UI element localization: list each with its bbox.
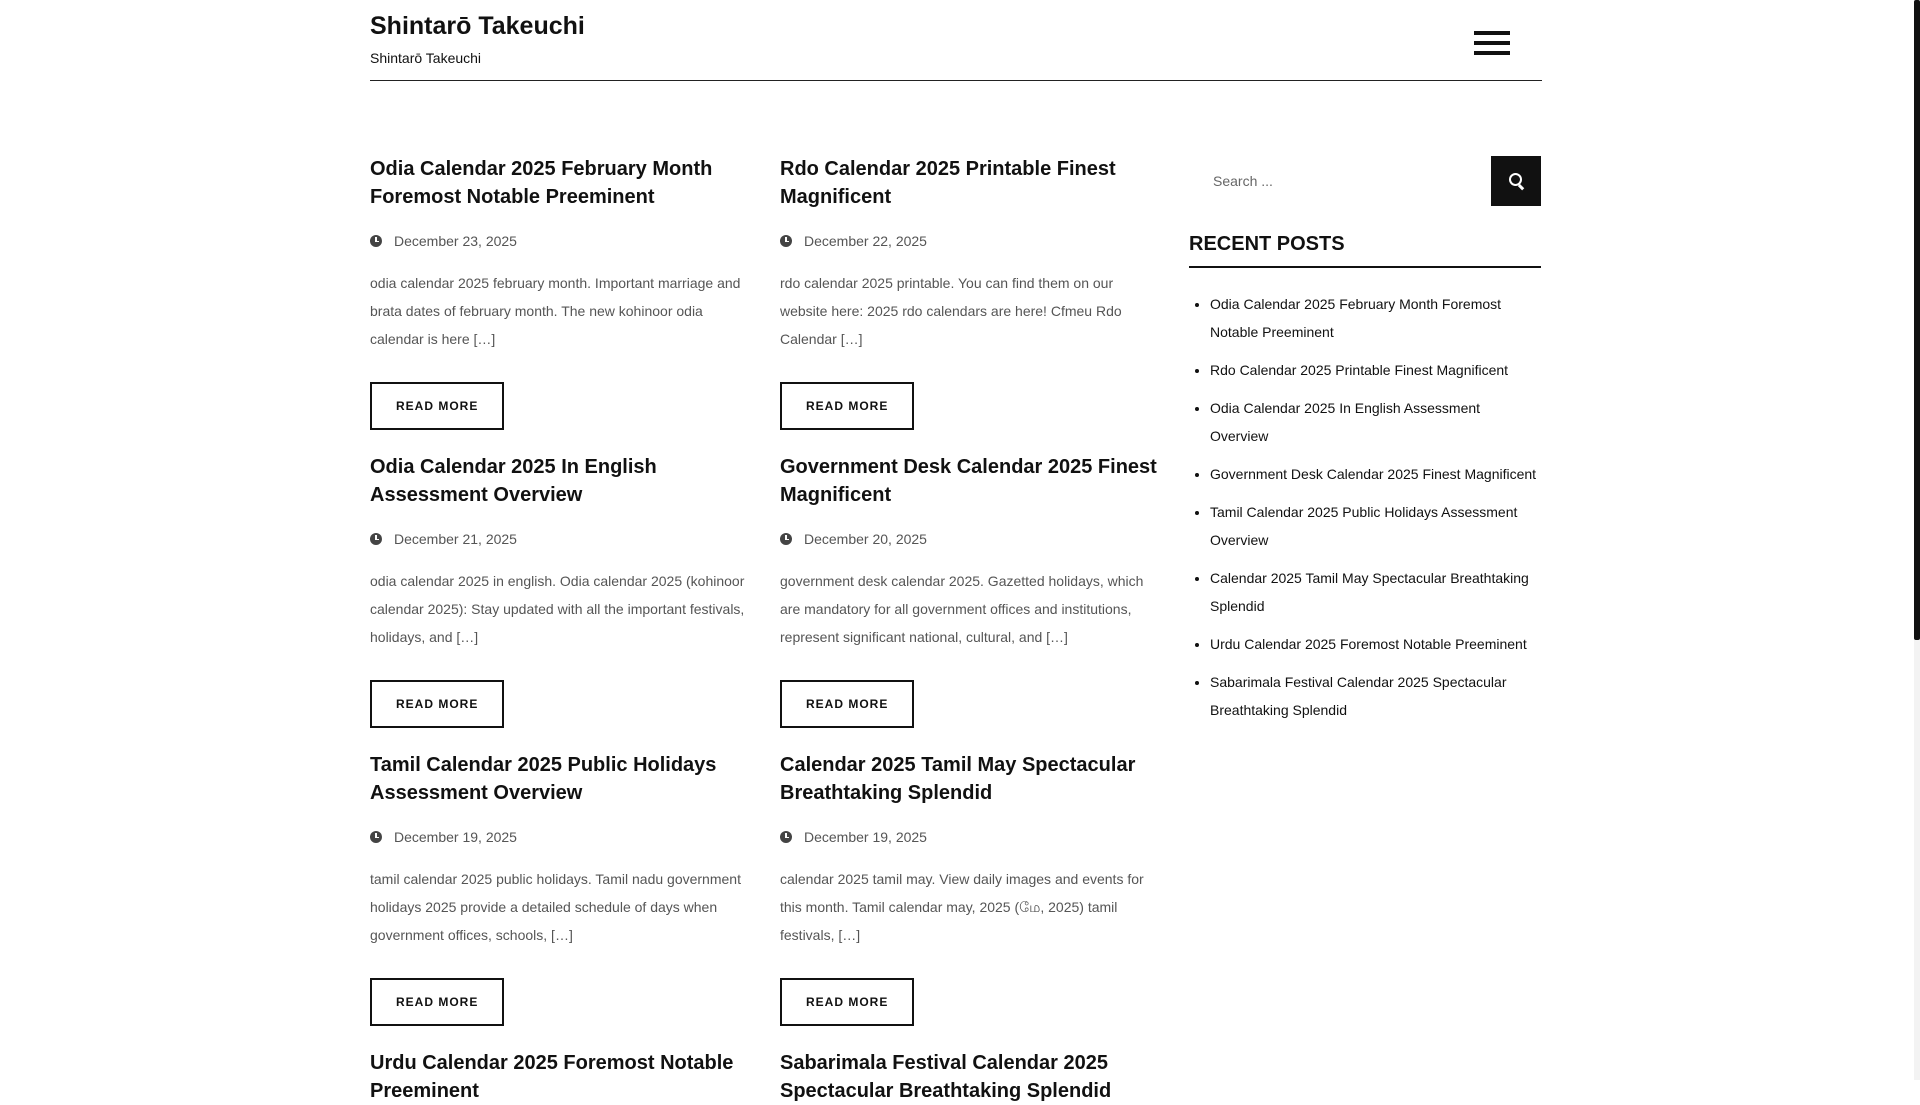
list-item [1210, 394, 1541, 450]
list-item [1210, 356, 1541, 384]
post-date[interactable]: December 23, 2025 [394, 233, 517, 249]
search-button[interactable] [1491, 156, 1541, 206]
clock-icon [370, 533, 382, 545]
list-item [1210, 630, 1541, 658]
recent-post-link[interactable]: Sabarimala Festival Calendar 2025 Spectacular Breathtaking Splendid [1210, 674, 1507, 718]
clock-icon [780, 831, 792, 843]
recent-post-link[interactable]: Government Desk Calendar 2025 Finest Magnificent [1210, 466, 1537, 482]
post-excerpt: odia calendar 2025 february month. Important marriage and brata dates of february month. The new kohinoor odia calendar is here […] [370, 275, 741, 347]
recent-post-link[interactable]: Rdo Calendar 2025 Printable Finest Magnificent [1210, 362, 1509, 378]
post-excerpt: calendar 2025 tamil may. View daily images and events for this month. Tamil calendar may, 2025 (மே, 2025) tamil festivals, […] [780, 871, 1144, 943]
post-card [780, 155, 1160, 430]
post-card [370, 155, 750, 430]
read-more-button[interactable]: READ MORE [370, 680, 504, 728]
scrollbar[interactable] [1914, 0, 1920, 1080]
site-header [370, 0, 1542, 81]
hamburger-menu-icon[interactable] [1474, 31, 1510, 55]
post-title[interactable]: Tamil Calendar 2025 Public Holidays Assessment Overview [370, 754, 717, 804]
search-form [1189, 156, 1541, 206]
post-excerpt: rdo calendar 2025 printable. You can find them on our website here: 2025 rdo calendars are here! Cfmeu Rdo Calendar […] [780, 275, 1122, 347]
post-title[interactable]: Urdu Calendar 2025 Foremost Notable Preeminent [370, 1052, 734, 1102]
post-date[interactable]: December 19, 2025 [394, 829, 517, 845]
recent-post-link[interactable]: Tamil Calendar 2025 Public Holidays Assessment Overview [1210, 504, 1518, 548]
post-excerpt: government desk calendar 2025. Gazetted holidays, which are mandatory for all government offices and institutions, represent significant national, cultural, and […] [780, 573, 1144, 645]
post-meta [780, 233, 1160, 249]
page-container [370, 0, 1542, 1102]
post-title[interactable]: Sabarimala Festival Calendar 2025 Spectacular Breathtaking Splendid [780, 1052, 1112, 1102]
recent-post-link[interactable]: Calendar 2025 Tamil May Spectacular Breathtaking Splendid [1210, 570, 1529, 614]
post-meta [370, 829, 750, 845]
post-date[interactable]: December 21, 2025 [394, 531, 517, 547]
post-meta [780, 829, 1160, 845]
list-item [1210, 564, 1541, 620]
read-more-button[interactable]: READ MORE [370, 382, 504, 430]
recent-posts-list [1189, 290, 1541, 724]
read-more-button[interactable]: READ MORE [780, 680, 914, 728]
menu-bar [1474, 41, 1510, 45]
list-item [1210, 498, 1541, 554]
post-meta [780, 531, 1160, 547]
clock-icon [780, 533, 792, 545]
search-input[interactable] [1189, 156, 1491, 206]
post-card [370, 453, 750, 728]
post-meta [370, 233, 750, 249]
post-date[interactable]: December 20, 2025 [804, 531, 927, 547]
recent-post-link[interactable]: Odia Calendar 2025 February Month Foremost Notable Preeminent [1210, 296, 1502, 340]
menu-bar [1474, 51, 1510, 55]
read-more-button[interactable]: READ MORE [780, 382, 914, 430]
menu-bar [1474, 31, 1510, 35]
clock-icon [370, 235, 382, 247]
post-title[interactable]: Odia Calendar 2025 February Month Foremost Notable Preeminent [370, 158, 713, 208]
recent-post-link[interactable]: Urdu Calendar 2025 Foremost Notable Preeminent [1210, 636, 1527, 652]
read-more-button[interactable]: READ MORE [780, 978, 914, 1026]
post-card [780, 751, 1160, 1026]
list-item [1210, 290, 1541, 346]
recent-posts-title: RECENT POSTS [1189, 233, 1541, 268]
site-title[interactable]: Shintarō Takeuchi [370, 12, 585, 40]
post-title[interactable]: Calendar 2025 Tamil May Spectacular Breathtaking Splendid [780, 754, 1136, 804]
scrollbar-thumb[interactable] [1914, 0, 1920, 640]
post-card [780, 1049, 1160, 1105]
clock-icon [780, 235, 792, 247]
post-card [370, 1049, 750, 1105]
sidebar [1189, 156, 1541, 734]
read-more-button[interactable]: READ MORE [370, 978, 504, 1026]
clock-icon [370, 831, 382, 843]
post-title[interactable]: Rdo Calendar 2025 Printable Finest Magnificent [780, 158, 1116, 208]
list-item [1210, 460, 1541, 488]
post-excerpt: odia calendar 2025 in english. Odia calendar 2025 (kohinoor calendar 2025): Stay updated with all the important festivals, holidays, and […] [370, 573, 745, 645]
search-icon [1509, 173, 1522, 186]
post-card [780, 453, 1160, 728]
recent-post-link[interactable]: Odia Calendar 2025 In English Assessment Overview [1210, 400, 1481, 444]
post-excerpt: tamil calendar 2025 public holidays. Tamil nadu government holidays 2025 provide a detailed schedule of days when government offices, schools, […] [370, 871, 741, 943]
post-date[interactable]: December 19, 2025 [804, 829, 927, 845]
post-card [370, 751, 750, 1026]
list-item [1210, 668, 1541, 724]
site-description: Shintarō Takeuchi [370, 50, 482, 66]
post-date[interactable]: December 22, 2025 [804, 233, 927, 249]
post-title[interactable]: Odia Calendar 2025 In English Assessment Overview [370, 456, 657, 506]
post-meta [370, 531, 750, 547]
post-title[interactable]: Government Desk Calendar 2025 Finest Magnificent [780, 456, 1157, 506]
